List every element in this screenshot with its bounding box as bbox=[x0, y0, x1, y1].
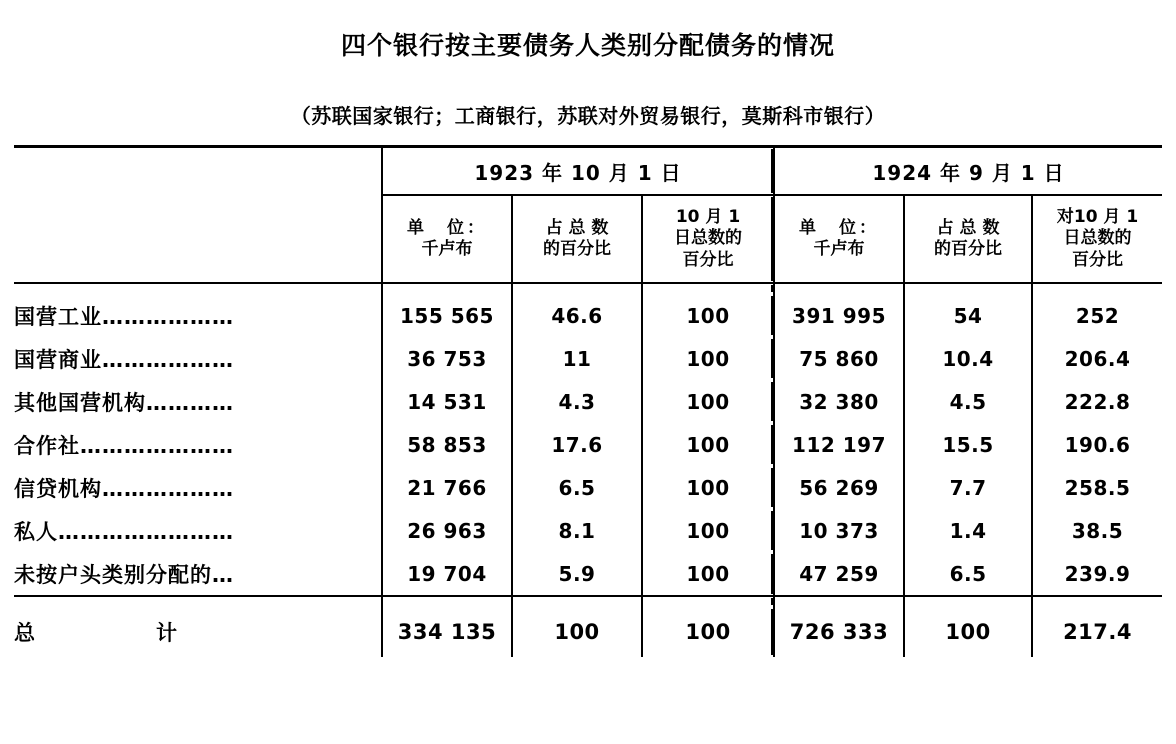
cell-percent-oct1-1924: 222.8 bbox=[1032, 380, 1162, 423]
header-rule-row bbox=[14, 283, 1162, 294]
cell-percent-oct1-1924: 239.9 bbox=[1032, 552, 1162, 596]
rule-cell-3 bbox=[642, 283, 774, 294]
total-rule-cell-label bbox=[14, 596, 382, 607]
column-header-percent-total-1923: 占 总 数 的百分比 bbox=[512, 195, 642, 283]
cell-percent-oct1-1923: 100 bbox=[642, 337, 774, 380]
rule-cell-1 bbox=[382, 283, 512, 294]
total-percent-oct1-1924: 217.4 bbox=[1032, 607, 1162, 657]
cell-units-1924: 112 197 bbox=[774, 423, 904, 466]
cell-percent-oct1-1923: 100 bbox=[642, 552, 774, 596]
total-rule-cell-4 bbox=[774, 596, 904, 607]
cell-percent-total-1923: 11 bbox=[512, 337, 642, 380]
cell-percent-oct1-1924: 190.6 bbox=[1032, 423, 1162, 466]
cell-units-1923: 155 565 bbox=[382, 294, 512, 337]
cell-percent-total-1923: 17.6 bbox=[512, 423, 642, 466]
table-row bbox=[14, 294, 1162, 337]
table-row bbox=[14, 552, 1162, 596]
table-total-row bbox=[14, 607, 1162, 657]
cell-units-1924: 391 995 bbox=[774, 294, 904, 337]
row-label: 未按户头类别分配的… bbox=[14, 562, 234, 587]
total-rule-row bbox=[14, 596, 1162, 607]
cell-percent-total-1923: 8.1 bbox=[512, 509, 642, 552]
cell-units-1924: 32 380 bbox=[774, 380, 904, 423]
page-subtitle: （苏联国家银行；工商银行，苏联对外贸易银行，莫斯科市银行） bbox=[290, 104, 886, 128]
cell-units-1924: 56 269 bbox=[774, 466, 904, 509]
total-rule-cell-5 bbox=[904, 596, 1032, 607]
total-rule-cell-6 bbox=[1032, 596, 1162, 607]
cell-percent-total-1923: 4.3 bbox=[512, 380, 642, 423]
cell-units-1923: 36 753 bbox=[382, 337, 512, 380]
row-label: 国营工业……………… bbox=[14, 304, 234, 329]
cell-percent-total-1923: 5.9 bbox=[512, 552, 642, 596]
cell-percent-oct1-1923: 100 bbox=[642, 509, 774, 552]
cell-percent-total-1924: 10.4 bbox=[904, 337, 1032, 380]
page-title: 四个银行按主要债务人类别分配债务的情况 bbox=[340, 31, 835, 60]
table-column-header-row bbox=[14, 195, 1162, 283]
column-header-percent-oct1-1923: 10 月 1 日总数的 百分比 bbox=[642, 195, 774, 283]
total-rule-cell-2 bbox=[512, 596, 642, 607]
row-label: 国营商业……………… bbox=[14, 347, 234, 372]
cell-percent-total-1923: 46.6 bbox=[512, 294, 642, 337]
rule-cell-5 bbox=[904, 283, 1032, 294]
row-label: 合作社………………… bbox=[14, 433, 234, 458]
cell-units-1924: 47 259 bbox=[774, 552, 904, 596]
table-row bbox=[14, 509, 1162, 552]
row-label: 其他国营机构………… bbox=[14, 390, 234, 415]
total-rule-cell-3 bbox=[642, 596, 774, 607]
rule-cell-4 bbox=[774, 283, 904, 294]
rule-cell-label bbox=[14, 283, 382, 294]
cell-percent-oct1-1923: 100 bbox=[642, 423, 774, 466]
total-label-left: 总 bbox=[14, 621, 36, 645]
cell-percent-oct1-1924: 258.5 bbox=[1032, 466, 1162, 509]
rule-cell-6 bbox=[1032, 283, 1162, 294]
row-label: 信贷机构……………… bbox=[14, 476, 234, 501]
total-units-1924: 726 333 bbox=[774, 607, 904, 657]
corner-cell bbox=[14, 147, 382, 196]
cell-percent-oct1-1923: 100 bbox=[642, 380, 774, 423]
debt-distribution-table bbox=[14, 145, 1162, 657]
cell-percent-oct1-1924: 38.5 bbox=[1032, 509, 1162, 552]
group-header-1923: 1923 年 10 月 1 日 bbox=[382, 147, 774, 196]
table-group-header-row bbox=[14, 147, 1162, 196]
cell-percent-total-1924: 15.5 bbox=[904, 423, 1032, 466]
total-label bbox=[14, 607, 382, 657]
document-page bbox=[0, 26, 1176, 744]
table-row bbox=[14, 466, 1162, 509]
cell-percent-total-1924: 6.5 bbox=[904, 552, 1032, 596]
column-header-units-1924: 单 位： 千卢布 bbox=[774, 195, 904, 283]
cell-percent-total-1923: 6.5 bbox=[512, 466, 642, 509]
table-row bbox=[14, 423, 1162, 466]
cell-percent-total-1924: 4.5 bbox=[904, 380, 1032, 423]
column-header-units-1923: 单 位： 千卢布 bbox=[382, 195, 512, 283]
cell-units-1923: 19 704 bbox=[382, 552, 512, 596]
table-row bbox=[14, 380, 1162, 423]
rule-cell-2 bbox=[512, 283, 642, 294]
cell-percent-oct1-1924: 206.4 bbox=[1032, 337, 1162, 380]
cell-units-1923: 58 853 bbox=[382, 423, 512, 466]
cell-percent-oct1-1923: 100 bbox=[642, 466, 774, 509]
total-percent-oct1-1923: 100 bbox=[642, 607, 774, 657]
column-header-percent-total-1924: 占 总 数 的百分比 bbox=[904, 195, 1032, 283]
total-rule-cell-1 bbox=[382, 596, 512, 607]
cell-percent-total-1924: 7.7 bbox=[904, 466, 1032, 509]
cell-units-1923: 14 531 bbox=[382, 380, 512, 423]
total-percent-total-1923: 100 bbox=[512, 607, 642, 657]
total-label-right: 计 bbox=[156, 621, 178, 645]
table-row bbox=[14, 337, 1162, 380]
cell-units-1924: 75 860 bbox=[774, 337, 904, 380]
cell-units-1923: 21 766 bbox=[382, 466, 512, 509]
column-header-percent-oct1-1924: 对10 月 1 日总数的 百分比 bbox=[1032, 195, 1162, 283]
cell-percent-oct1-1924: 252 bbox=[1032, 294, 1162, 337]
cell-percent-total-1924: 54 bbox=[904, 294, 1032, 337]
total-percent-total-1924: 100 bbox=[904, 607, 1032, 657]
cell-percent-oct1-1923: 100 bbox=[642, 294, 774, 337]
row-label: 私人…………………… bbox=[14, 519, 234, 544]
cell-units-1923: 26 963 bbox=[382, 509, 512, 552]
cell-units-1924: 10 373 bbox=[774, 509, 904, 552]
group-header-1924: 1924 年 9 月 1 日 bbox=[774, 147, 1162, 196]
header-row-label-blank bbox=[14, 195, 382, 283]
total-units-1923: 334 135 bbox=[382, 607, 512, 657]
cell-percent-total-1924: 1.4 bbox=[904, 509, 1032, 552]
